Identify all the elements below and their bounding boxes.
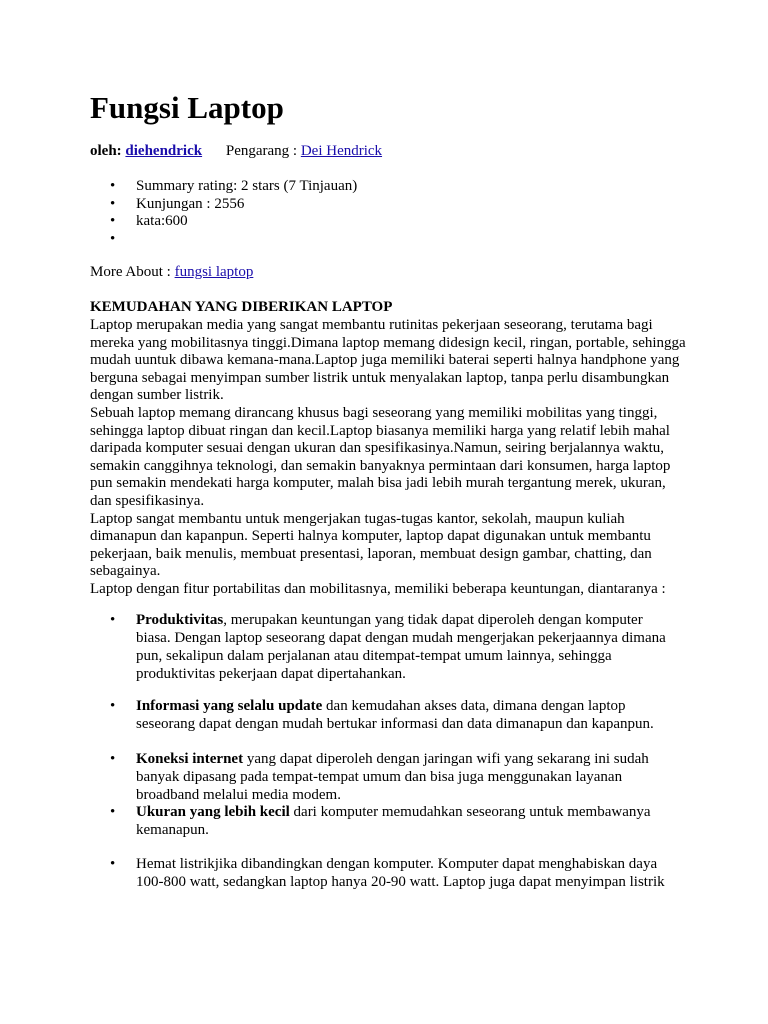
feature-bold: Ukuran yang lebih kecil <box>136 804 290 820</box>
pengarang-label: Pengarang : <box>225 143 298 159</box>
feature-text: dan kemudahan akses data, dimana dengan laptop seseorang dapat dengan mudah bertukar informasi dan data dimanapun dan kapanpun. <box>136 698 654 732</box>
feature-list <box>136 611 676 683</box>
by-label: oleh: <box>90 143 122 159</box>
paragraph: Laptop merupakan media yang sangat membantu rutinitas pekerjaan seseorang, terutama bagi mereka yang mobilitasnya tinggi.Dimana laptop memang didesign kecil, ringan, portable, sehingga mudah uuntuk dibawa kemana-mana.Laptop juga memiliki baterai seperti halnya handphone yang berguna sebagai menyimpan sumber listrik untuk menyalakan laptop, tanpa perlu disambungkan dengan sumber listrik. <box>90 317 686 404</box>
more-about <box>90 263 253 282</box>
feature-bold: Koneksi internet <box>136 751 244 767</box>
pengarang-link[interactable]: Dei Hendrick <box>300 143 383 159</box>
more-about-link[interactable]: fungsi laptop <box>174 264 254 280</box>
feature-list <box>136 697 676 733</box>
feature-item <box>136 855 676 891</box>
feature-bold: Produktivitas <box>136 612 224 628</box>
paragraph: Laptop dengan fitur portabilitas dan mobilitasnya, memiliki beberapa keuntungan, diantaranya : <box>90 580 666 597</box>
feature-item <box>136 697 676 733</box>
section-title: KEMUDAHAN YANG DIBERIKAN LAPTOP <box>90 299 393 315</box>
visits-item: • Kunjungan : 2556 <box>136 196 357 214</box>
feature-item <box>136 750 676 804</box>
paragraph: Laptop sangat membantu untuk mengerjakan tugas-tugas kantor, sekolah, maupun kuliah dimanapun dan kapanpun. Seperti halnya komputer, laptop dapat digunakan untuk membantu pekerjaan, baik menulis, membuat presentasi, laporan, membuat design gambar, chatting, dan sebagainya. <box>90 510 652 580</box>
meta-list <box>136 178 357 248</box>
feature-text: dari komputer memudahkan seseorang untuk membawanya kemanapun. <box>136 804 651 838</box>
empty-item <box>136 231 357 249</box>
feature-text: yang dapat diperoleh dengan jaringan wifi yang sekarang ini sudah banyak dipasang pada tempat-tempat umum dan bisa juga menggunakan layanan broadband melalui media modem. <box>136 751 649 803</box>
feature-bold: Informasi yang selalu update <box>136 698 323 714</box>
paragraph: Sebuah laptop memang dirancang khusus bagi seseorang yang memiliki mobilitas yang tinggi, sehingga laptop dibuat ringan dan kecil.Laptop biasanya memiliki harga yang relatif lebih mahal daripada komputer sesuai dengan ukuran dan spesifikasinya.Namun, seiring berjalannya waktu, semakin canggihnya teknologi, dan semakin banyaknya permintaan dari konsumen, harga laptop pun semakin mendekati harga komputer, malah bisa jadi lebih murah tergantung merek, ukuran, dan spesifikasinya. <box>90 404 671 509</box>
feature-item <box>136 611 676 683</box>
feature-item <box>136 803 676 839</box>
feature-list <box>136 750 676 804</box>
byline <box>90 142 382 161</box>
feature-text: Hemat listrikjika dibandingkan dengan komputer. Komputer dapat menghabiskan daya 100-800 watt, sedangkan laptop hanya 20-90 watt. Laptop juga dapat menyimpan listrik <box>136 856 665 890</box>
feature-list <box>136 803 676 839</box>
page-title: Fungsi Laptop <box>90 90 284 125</box>
rating-item: • Summary rating: 2 stars (7 Tinjauan) <box>136 178 357 196</box>
feature-text: , merupakan keuntungan yang tidak dapat diperoleh dengan komputer biasa. Dengan laptop seseorang dapat dengan mudah mengerjakan pekerjaannya dimana pun, sekalipun dalam perjalanan atau ditempat-tempat umum lainnya, sehingga produktivitas pekerjaan dapat dipertahankan. <box>136 612 666 682</box>
words-item: • kata:600 <box>136 213 357 231</box>
more-about-label: More About : <box>90 264 171 280</box>
author-link[interactable]: diehendrick <box>125 143 203 159</box>
feature-list <box>136 855 676 891</box>
body-text <box>90 317 690 599</box>
